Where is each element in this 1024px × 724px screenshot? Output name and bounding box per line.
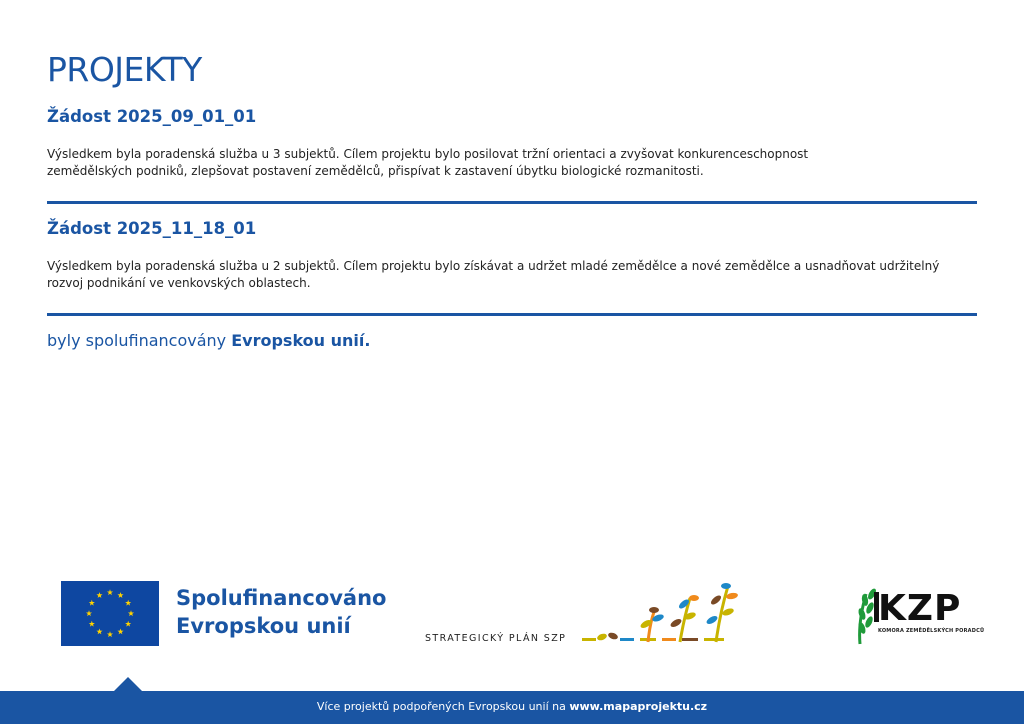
eu-star-icon bbox=[96, 592, 102, 598]
cofinanced-statement bbox=[47, 331, 370, 350]
kzp-logo-text: KZP bbox=[878, 588, 962, 629]
cofinanced-prefix: byly spolufinancovány bbox=[47, 331, 227, 350]
project-2-description: Výsledkem byla poradenská služba u 2 subjektů. Cílem projektu bylo získávat a udržet mladé zemědělce a nové zemědělce a usnadňovat udržitelný rozvoj podnikání ve venkovských oblastech. bbox=[47, 259, 940, 290]
divider bbox=[47, 313, 977, 316]
eu-star-icon bbox=[89, 600, 95, 606]
eu-star-icon bbox=[96, 628, 102, 634]
eu-star-icon bbox=[107, 631, 113, 637]
eu-star-icon bbox=[125, 621, 131, 627]
eu-logo-line1: Spolufinancováno bbox=[176, 586, 387, 610]
project-1-description: Výsledkem byla poradenská služba u 3 subjektů. Cílem projektu bylo posilovat tržní orientaci a zvyšovat konkurenceschopnost zemědělských podniků, zlepšovat postavení zemědělců, přispívat k zastavení úbytku biologické rozmanitosti. bbox=[47, 147, 809, 178]
eu-star-icon bbox=[107, 589, 113, 595]
eu-cofinanced-logo-text bbox=[176, 584, 386, 640]
eu-star-icon bbox=[117, 592, 123, 598]
eu-star-icon bbox=[89, 621, 95, 627]
page-title: PROJEKTY bbox=[47, 50, 202, 89]
eu-star-icon bbox=[117, 628, 123, 634]
footer-notch bbox=[113, 677, 143, 692]
eu-logo-line2: Evropskou unií bbox=[176, 614, 351, 638]
project-1-heading: Žádost 2025_09_01_01 bbox=[47, 107, 257, 126]
kzp-logo-subtitle: KOMORA ZEMĚDĚLSKÝCH PORADCŮ bbox=[878, 628, 985, 634]
eu-star-icon bbox=[125, 600, 131, 606]
eu-stars-icon bbox=[61, 581, 159, 646]
project-2-heading: Žádost 2025_11_18_01 bbox=[47, 219, 257, 238]
footer-text bbox=[0, 700, 1024, 713]
project-2 bbox=[47, 219, 977, 292]
footer-prefix: Více projektů podpořených Evropskou unií na bbox=[316, 700, 566, 713]
footer-link[interactable]: www.mapaprojektu.cz bbox=[569, 700, 708, 713]
eu-star-icon bbox=[128, 610, 134, 616]
project-1 bbox=[47, 107, 977, 180]
divider bbox=[47, 201, 977, 204]
eu-star-icon bbox=[86, 610, 92, 616]
szp-sprouts-logo-icon bbox=[580, 578, 745, 648]
cofinanced-emphasis: Evropskou unií. bbox=[231, 331, 371, 350]
eu-flag-logo bbox=[61, 581, 159, 646]
szp-logo-text: STRATEGICKÝ PLÁN SZP bbox=[425, 633, 567, 644]
